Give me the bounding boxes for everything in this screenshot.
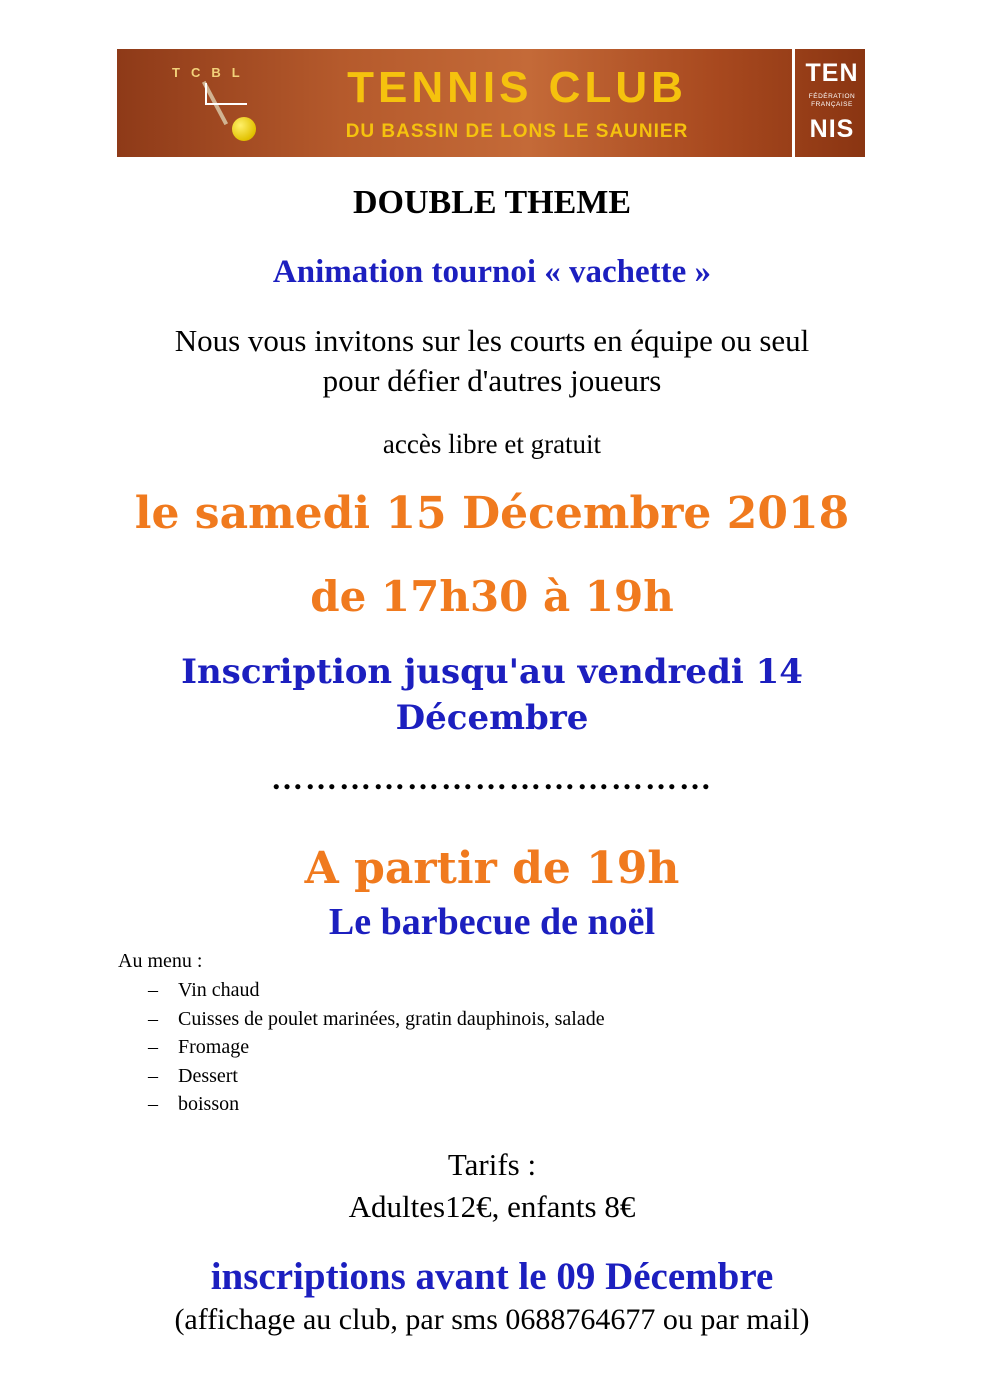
list-item: [148, 1062, 605, 1091]
menu-item-text: Dessert: [178, 1064, 238, 1087]
dotted-separator: …………………………………: [271, 760, 713, 796]
tarifs-label: Tarifs :: [447, 1147, 537, 1182]
registration-deadline: inscriptions avant le 09 Décembre: [210, 1255, 774, 1298]
theme-heading: DOUBLE THEME: [352, 184, 632, 221]
tarifs-values: Adultes12€, enfants 8€: [348, 1189, 636, 1224]
dash-bullet: –: [148, 1007, 158, 1030]
bbq-start-time: A partir de 19h: [304, 843, 680, 894]
menu-item-text: boisson: [178, 1093, 240, 1115]
invite-line-1: Nous vous invitons sur les courts en équipe ou seul: [174, 323, 810, 358]
registration-line-1: Inscription jusqu'au vendredi 14: [181, 652, 803, 692]
menu-item-text: Fromage: [178, 1036, 250, 1058]
invite-line-2: pour défier d'autres joueurs: [322, 363, 662, 398]
contact-info: (affichage au club, par sms 0688764677 ou par mail): [174, 1303, 810, 1336]
club-name: TENNIS CLUB: [347, 63, 687, 112]
bbq-title: Le barbecue de noël: [328, 901, 656, 943]
access-text: accès libre et gratuit: [382, 429, 602, 459]
list-item: [148, 1033, 605, 1062]
court-baseline-icon: [207, 103, 247, 105]
court-line-icon: [205, 83, 207, 105]
dash-bullet: –: [148, 1093, 158, 1115]
list-item: [148, 1005, 605, 1034]
dash-bullet: –: [148, 1036, 158, 1058]
fft-logo-bottom: NIS: [809, 115, 855, 143]
list-item: [148, 976, 605, 1005]
event-time: de 17h30 à 19h: [310, 572, 674, 621]
menu-item-text: Cuisses de poulet marinées, gratin dauphinois, salade: [178, 1007, 605, 1030]
registration-line-2: Décembre: [395, 698, 589, 738]
animation-title: Animation tournoi « vachette »: [272, 254, 712, 290]
list-item: [148, 1090, 605, 1119]
dash-bullet: –: [148, 1064, 158, 1087]
event-date: le samedi 15 Décembre 2018: [134, 488, 850, 539]
banner-divider: [792, 49, 795, 157]
fft-logo-federation: FÉDÉRATION FRANÇAISE: [808, 93, 856, 108]
club-banner: [117, 49, 865, 157]
menu-label: Au menu :: [118, 950, 203, 972]
tennis-ball-icon: [232, 117, 256, 141]
menu-list: [148, 976, 605, 1119]
dash-bullet: –: [148, 979, 158, 1001]
fft-logo-top: TEN: [805, 59, 859, 87]
club-initials: TCBL: [172, 65, 251, 80]
club-subtitle: DU BASSIN DE LONS LE SAUNIER: [345, 121, 689, 142]
menu-item-text: Vin chaud: [178, 979, 260, 1001]
